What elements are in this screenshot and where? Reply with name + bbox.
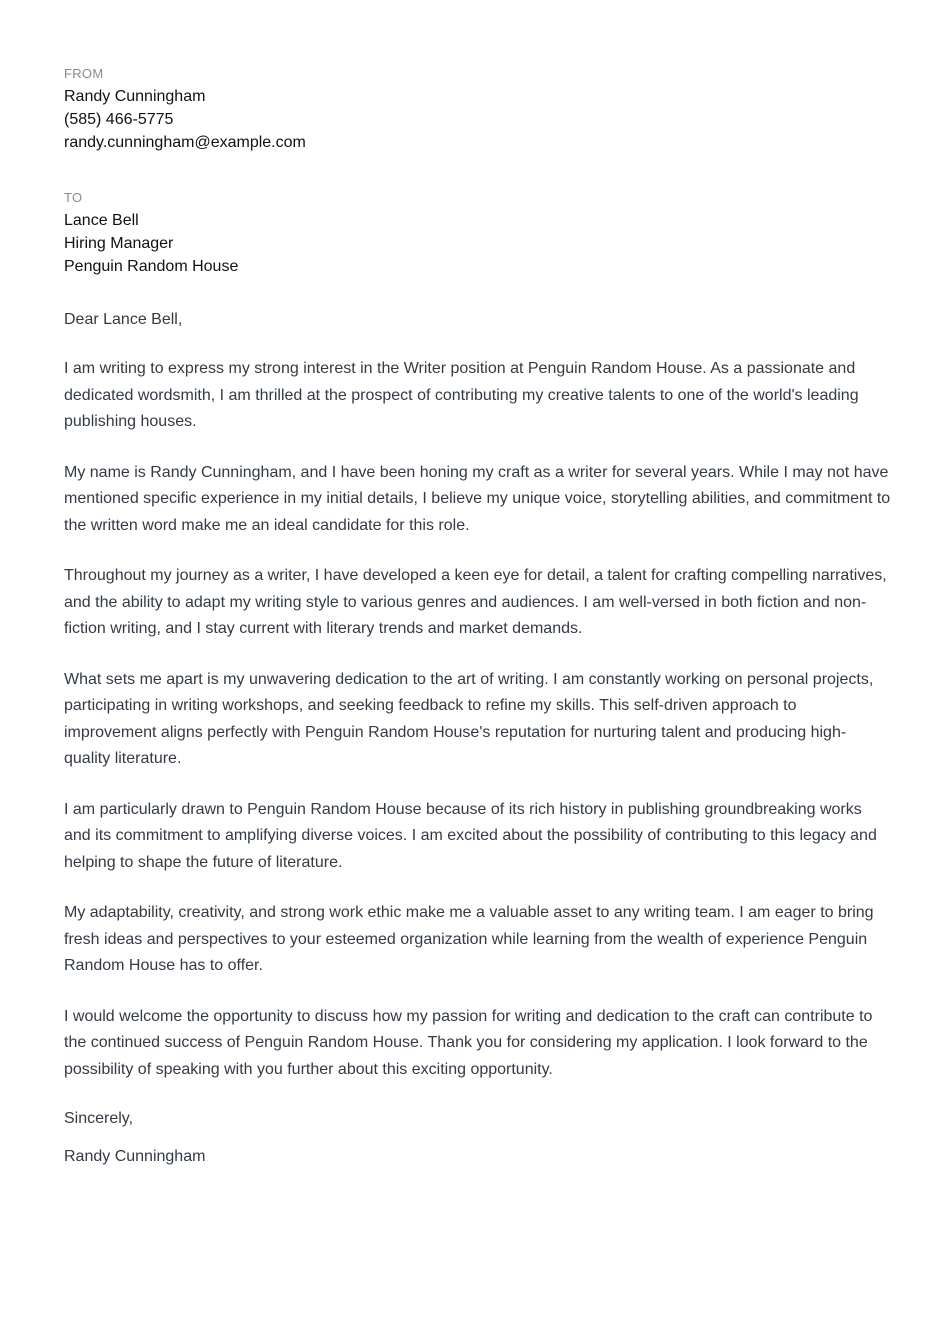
to-label: TO [64, 190, 83, 205]
sender-phone: (585) 466-5775 [64, 111, 174, 128]
salutation: Dear Lance Bell, [64, 311, 183, 328]
body-paragraph-1: I am writing to express my strong interest in the Writer position at Penguin Random House. As a passionate and dedicated wordsmith, I am thrilled at the prospect of contributing my creative talents to one of the world's leading publishing houses. [64, 360, 859, 430]
from-label: FROM [64, 66, 104, 81]
letter-body [64, 356, 892, 1083]
body-paragraph-6: My adaptability, creativity, and strong work ethic make me a valuable asset to any writing team. I am eager to bring fresh ideas and perspectives to your esteemed organization while learning from the wealth of experience Penguin Random House has to offer. [64, 904, 874, 974]
sender-block [64, 65, 892, 154]
sender-name: Randy Cunningham [64, 88, 206, 105]
body-paragraph-4: What sets me apart is my unwavering dedication to the art of writing. I am constantly working on personal projects, participating in writing workshops, and seeking feedback to refine my skills. This self-driven approach to improvement aligns perfectly with Penguin Random House's reputation for nurturing talent and producing high-quality literature. [64, 670, 874, 767]
recipient-name: Lance Bell [64, 212, 139, 229]
recipient-company: Penguin Random House [64, 258, 239, 275]
recipient-block [64, 189, 892, 278]
sender-email: randy.cunningham@example.com [64, 134, 306, 151]
body-paragraph-7: I would welcome the opportunity to discuss how my passion for writing and dedication to the craft can contribute to the continued success of Penguin Random House. Thank you for considering my application. I look forward to the possibility of speaking with you further about this exciting opportunity. [64, 1007, 873, 1078]
recipient-title: Hiring Manager [64, 235, 174, 252]
closing: Sincerely, [64, 1110, 134, 1127]
body-paragraph-2: My name is Randy Cunningham, and I have been honing my craft as a writer for several years. While I may not have mentioned specific experience in my initial details, I believe my unique voice, storytelling abilities, and commitment to the written word make me an ideal candidate for this role. [64, 463, 891, 534]
body-paragraph-3: Throughout my journey as a writer, I have developed a keen eye for detail, a talent for crafting compelling narratives, and the ability to adapt my writing style to various genres and audiences. I am well-versed in both fiction and non-fiction writing, and I stay current with literary trends and market demands. [64, 567, 887, 637]
body-paragraph-5: I am particularly drawn to Penguin Random House because of its rich history in publishing groundbreaking works and its commitment to amplifying diverse voices. I am excited about the possibility of contributing to this legacy and helping to shape the future of literature. [64, 800, 877, 871]
signature: Randy Cunningham [64, 1148, 206, 1165]
